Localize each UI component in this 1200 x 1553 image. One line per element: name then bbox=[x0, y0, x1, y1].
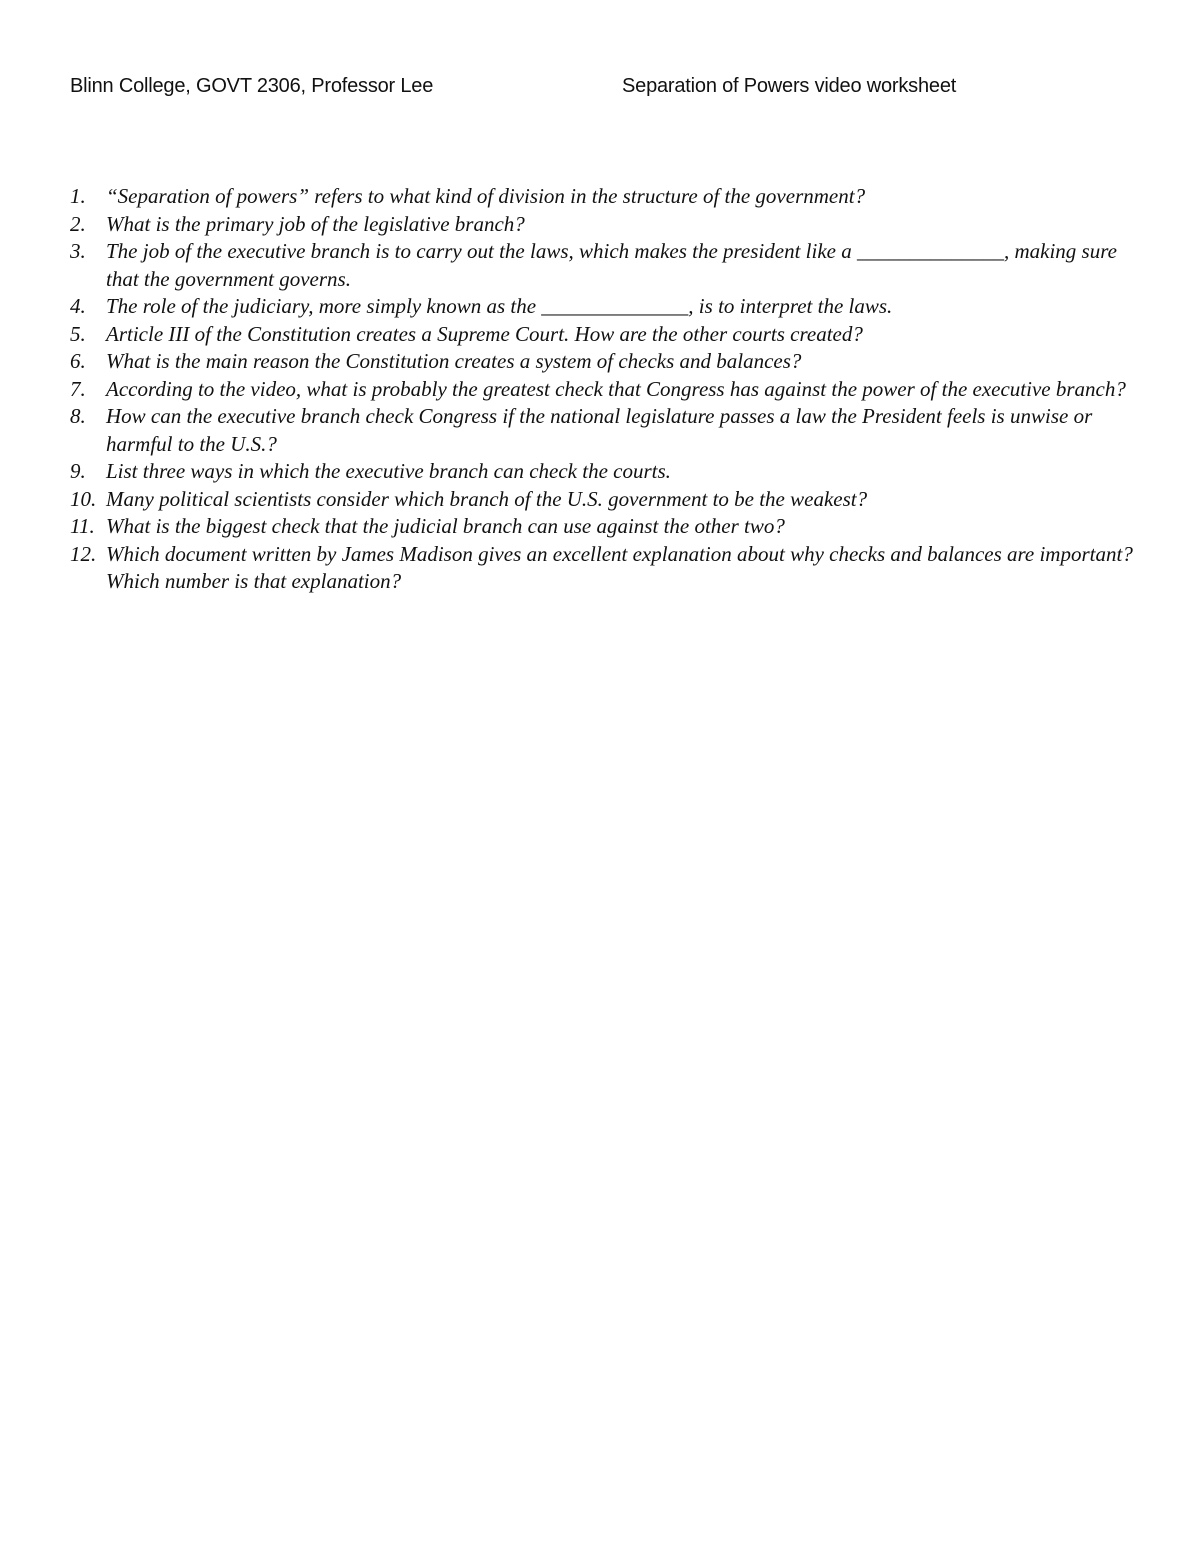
question-item bbox=[70, 513, 1140, 541]
question-number: 10. bbox=[70, 486, 97, 511]
question-text: What is the primary job of the legislative branch? bbox=[106, 211, 525, 236]
question-text: What is the biggest check that the judicial branch can use against the other two? bbox=[106, 514, 785, 538]
question-text: Article III of the Constitution creates a Supreme Court. How are the other courts created? bbox=[106, 321, 863, 346]
question-item bbox=[70, 293, 1140, 321]
question-number: 2. bbox=[70, 211, 86, 236]
question-number: 11. bbox=[70, 514, 95, 538]
question-text: “Separation of powers” refers to what kind of division in the structure of the government? bbox=[106, 184, 866, 208]
question-number: 5. bbox=[70, 321, 86, 346]
question-item bbox=[70, 348, 1140, 376]
question-item bbox=[70, 211, 1140, 239]
question-text: Many political scientists consider which branch of the U.S. government to be the weakest? bbox=[106, 486, 868, 511]
question-text: The role of the judiciary, more simply known as the ______________, is to interpret the laws. bbox=[106, 294, 893, 318]
question-text: How can the executive branch check Congress if the national legislature passes a law the President feels is unwise or harmful to the U.S.? bbox=[106, 404, 1093, 456]
question-number: 12. bbox=[70, 541, 97, 566]
question-item bbox=[70, 238, 1140, 293]
question-item bbox=[70, 541, 1140, 596]
question-number: 9. bbox=[70, 459, 86, 483]
question-item bbox=[70, 183, 1140, 211]
question-number: 6. bbox=[70, 349, 86, 373]
course-info: Blinn College, GOVT 2306, Professor Lee bbox=[70, 75, 434, 97]
question-number: 4. bbox=[70, 294, 86, 318]
question-text: The job of the executive branch is to carry out the laws, which makes the president like a ______________, making sure that the government governs. bbox=[106, 239, 1117, 291]
question-item bbox=[70, 486, 1140, 514]
question-number: 3. bbox=[70, 239, 86, 263]
question-item bbox=[70, 403, 1140, 458]
question-text: List three ways in which the executive branch can check the courts. bbox=[106, 459, 671, 483]
question-text: According to the video, what is probably the greatest check that Congress has against the power of the executive branch? bbox=[106, 376, 1126, 401]
question-number: 7. bbox=[70, 376, 86, 401]
question-text: What is the main reason the Constitution creates a system of checks and balances? bbox=[106, 349, 802, 373]
question-number: 1. bbox=[70, 184, 86, 208]
worksheet-title: Separation of Powers video worksheet bbox=[622, 75, 957, 97]
question-item bbox=[70, 376, 1140, 404]
question-item bbox=[70, 321, 1140, 349]
question-number: 8. bbox=[70, 404, 86, 428]
question-text: Which document written by James Madison gives an excellent explanation about why checks and balances are important? Which number is that explanation? bbox=[106, 541, 1133, 593]
question-item bbox=[70, 458, 1140, 486]
question-list bbox=[70, 183, 1140, 596]
page-header bbox=[70, 72, 1130, 102]
